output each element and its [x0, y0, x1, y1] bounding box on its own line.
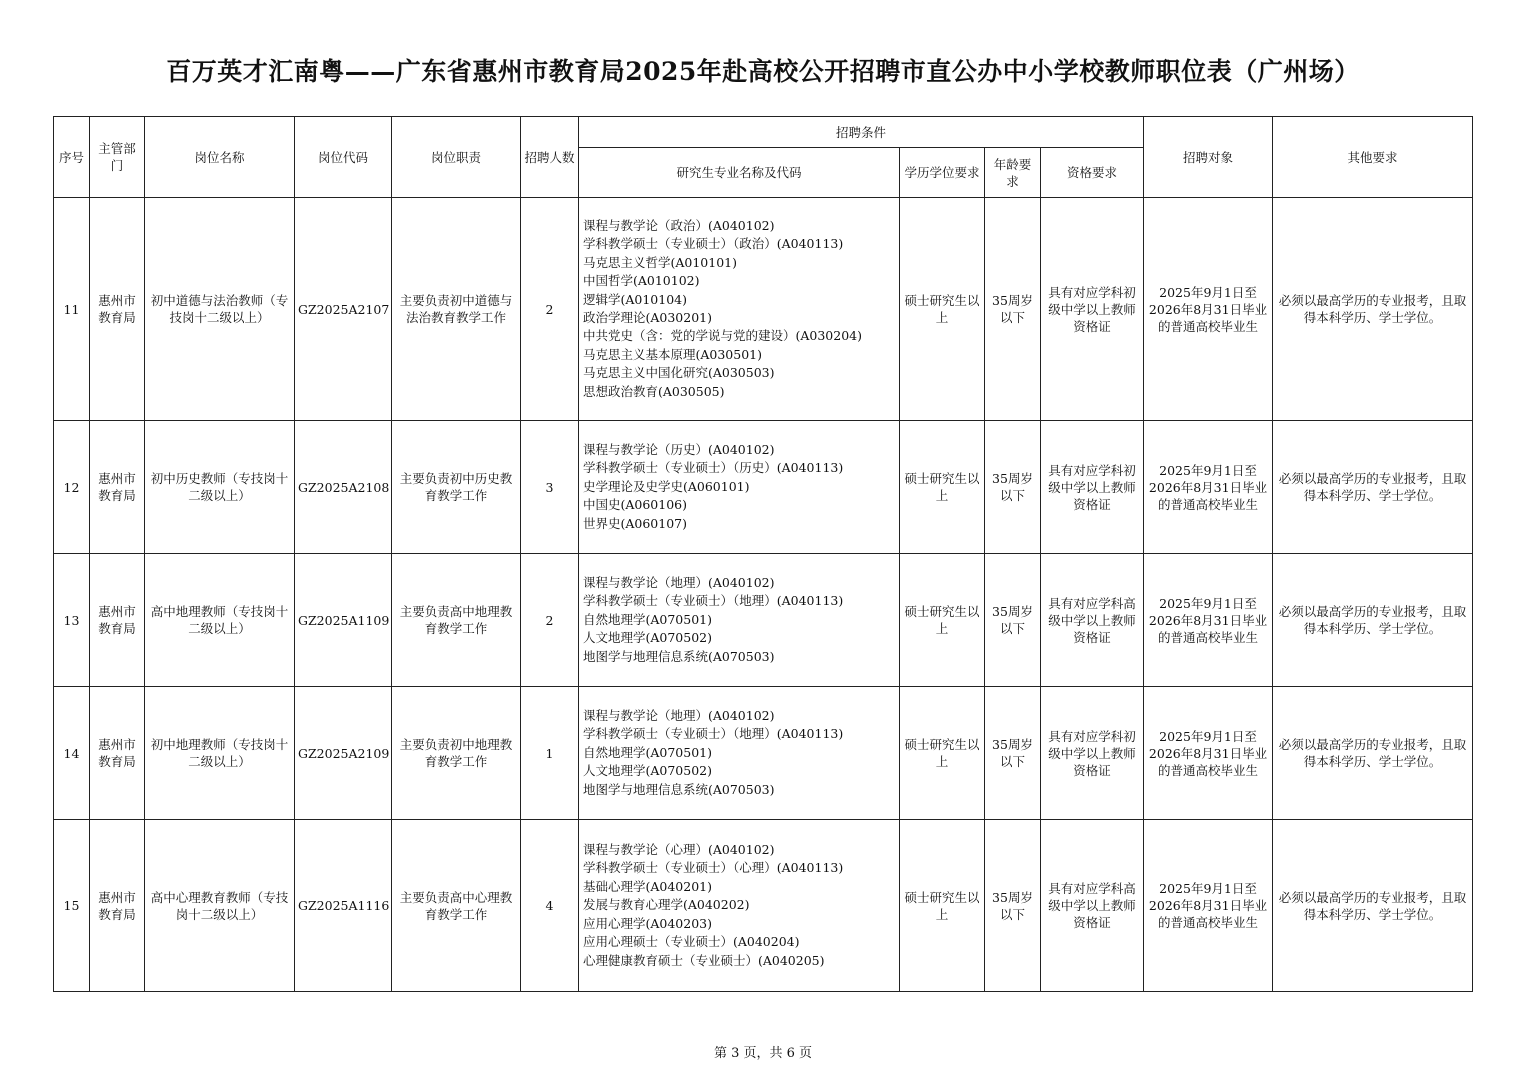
header-target: 招聘对象 [1144, 117, 1273, 198]
table-row [54, 820, 1473, 992]
cell-qualification: 具有对应学科初级中学以上教师资格证 [1041, 687, 1144, 820]
cell-qualification: 具有对应学科高级中学以上教师资格证 [1041, 820, 1144, 992]
major-item: 人文地理学(A070502) [583, 630, 712, 646]
cell-majors [579, 820, 900, 992]
cell-code: GZ2025A2107 [295, 198, 392, 421]
cell-majors [579, 554, 900, 687]
header-duty: 岗位职责 [392, 117, 521, 198]
cell-count: 1 [521, 687, 579, 820]
major-item: 课程与教学论（地理）(A040102) [583, 707, 775, 723]
cell-target: 2025年9月1日至2026年8月31日毕业的普通高校毕业生 [1144, 198, 1273, 421]
cell-age: 35周岁以下 [985, 198, 1041, 421]
cell-count: 2 [521, 198, 579, 421]
major-item: 学科教学硕士（专业硕士）（政治）(A040113) [583, 236, 844, 252]
major-item: 学科教学硕士（专业硕士）（地理）(A040113) [583, 726, 844, 742]
cell-age: 35周岁以下 [985, 554, 1041, 687]
major-item: 学科教学硕士（专业硕士）（地理）(A040113) [583, 593, 844, 609]
major-item: 基础心理学(A040201) [583, 878, 712, 894]
cell-code: GZ2025A1116 [295, 820, 392, 992]
major-item: 心理健康教育硕士（专业硕士）(A040205) [583, 952, 825, 968]
cell-majors [579, 421, 900, 554]
cell-qualification: 具有对应学科初级中学以上教师资格证 [1041, 198, 1144, 421]
major-item: 世界史(A060107) [583, 515, 687, 531]
major-item: 地图学与地理信息系统(A070503) [583, 781, 775, 797]
cell-count: 4 [521, 820, 579, 992]
table-row [54, 687, 1473, 820]
major-item: 自然地理学(A070501) [583, 611, 712, 627]
cell-degree: 硕士研究生以上 [900, 687, 985, 820]
positions-table [53, 116, 1473, 992]
cell-code: GZ2025A1109 [295, 554, 392, 687]
cell-majors [579, 198, 900, 421]
cell-seq: 13 [54, 554, 90, 687]
major-item: 马克思主义哲学(A010101) [583, 254, 737, 270]
major-item: 人文地理学(A070502) [583, 763, 712, 779]
major-item: 应用心理学(A040203) [583, 915, 712, 931]
major-item: 逻辑学(A010104) [583, 291, 687, 307]
cell-dept: 惠州市教育局 [90, 687, 145, 820]
major-item: 课程与教学论（心理）(A040102) [583, 842, 775, 858]
header-majors: 研究生专业名称及代码 [579, 148, 900, 198]
cell-position: 初中地理教师（专技岗十二级以上） [145, 687, 295, 820]
header-age: 年龄要求 [985, 148, 1041, 198]
header-conditions: 招聘条件 [579, 117, 1144, 148]
cell-degree: 硕士研究生以上 [900, 421, 985, 554]
cell-target: 2025年9月1日至2026年8月31日毕业的普通高校毕业生 [1144, 820, 1273, 992]
cell-seq: 11 [54, 198, 90, 421]
major-item: 自然地理学(A070501) [583, 744, 712, 760]
cell-count: 2 [521, 554, 579, 687]
major-item: 课程与教学论（政治）(A040102) [583, 217, 775, 233]
cell-other: 必须以最高学历的专业报考，且取得本科学历、学士学位。 [1273, 198, 1473, 421]
cell-position: 初中道德与法治教师（专技岗十二级以上） [145, 198, 295, 421]
cell-age: 35周岁以下 [985, 687, 1041, 820]
header-position: 岗位名称 [145, 117, 295, 198]
header-count: 招聘人数 [521, 117, 579, 198]
cell-duty: 主要负责初中道德与法治教育教学工作 [392, 198, 521, 421]
major-item: 学科教学硕士（专业硕士）（历史）(A040113) [583, 460, 844, 476]
major-item: 课程与教学论（地理）(A040102) [583, 574, 775, 590]
header-degree: 学历学位要求 [900, 148, 985, 198]
cell-other: 必须以最高学历的专业报考，且取得本科学历、学士学位。 [1273, 421, 1473, 554]
cell-target: 2025年9月1日至2026年8月31日毕业的普通高校毕业生 [1144, 687, 1273, 820]
cell-duty: 主要负责初中历史教育教学工作 [392, 421, 521, 554]
major-item: 史学理论及史学史(A060101) [583, 478, 750, 494]
cell-seq: 14 [54, 687, 90, 820]
table-row [54, 421, 1473, 554]
cell-dept: 惠州市教育局 [90, 421, 145, 554]
major-item: 学科教学硕士（专业硕士）（心理）(A040113) [583, 860, 844, 876]
cell-qualification: 具有对应学科高级中学以上教师资格证 [1041, 554, 1144, 687]
major-item: 马克思主义中国化研究(A030503) [583, 365, 775, 381]
major-item: 思想政治教育(A030505) [583, 383, 725, 399]
table-row [54, 554, 1473, 687]
cell-position: 高中心理教育教师（专技岗十二级以上） [145, 820, 295, 992]
cell-majors [579, 687, 900, 820]
cell-other: 必须以最高学历的专业报考，且取得本科学历、学士学位。 [1273, 820, 1473, 992]
cell-code: GZ2025A2109 [295, 687, 392, 820]
major-item: 马克思主义基本原理(A030501) [583, 346, 762, 362]
page-number: 第 3 页，共 6 页 [713, 1046, 813, 1061]
cell-other: 必须以最高学历的专业报考，且取得本科学历、学士学位。 [1273, 554, 1473, 687]
cell-duty: 主要负责初中地理教育教学工作 [392, 687, 521, 820]
major-item: 中共党史（含：党的学说与党的建设）(A030204) [583, 328, 862, 344]
major-item: 课程与教学论（历史）(A040102) [583, 441, 775, 457]
table-row [54, 198, 1473, 421]
cell-degree: 硕士研究生以上 [900, 554, 985, 687]
cell-qualification: 具有对应学科初级中学以上教师资格证 [1041, 421, 1144, 554]
page-title: 百万英才汇南粤——广东省惠州市教育局2025年赴高校公开招聘市直公办中小学校教师职位表（广州场） [166, 57, 1360, 86]
header-code: 岗位代码 [295, 117, 392, 198]
table-header [54, 117, 1473, 198]
cell-target: 2025年9月1日至2026年8月31日毕业的普通高校毕业生 [1144, 421, 1273, 554]
header-qualification: 资格要求 [1041, 148, 1144, 198]
cell-other: 必须以最高学历的专业报考，且取得本科学历、学士学位。 [1273, 687, 1473, 820]
cell-duty: 主要负责高中心理教育教学工作 [392, 820, 521, 992]
header-other: 其他要求 [1273, 117, 1473, 198]
cell-count: 3 [521, 421, 579, 554]
cell-position: 高中地理教师（专技岗十二级以上） [145, 554, 295, 687]
major-item: 应用心理硕士（专业硕士）(A040204) [583, 934, 800, 950]
cell-degree: 硕士研究生以上 [900, 820, 985, 992]
table-body [54, 198, 1473, 992]
header-dept: 主管部门 [90, 117, 145, 198]
cell-seq: 15 [54, 820, 90, 992]
cell-dept: 惠州市教育局 [90, 820, 145, 992]
cell-degree: 硕士研究生以上 [900, 198, 985, 421]
cell-duty: 主要负责高中地理教育教学工作 [392, 554, 521, 687]
major-item: 地图学与地理信息系统(A070503) [583, 648, 775, 664]
cell-code: GZ2025A2108 [295, 421, 392, 554]
cell-dept: 惠州市教育局 [90, 198, 145, 421]
major-item: 中国史(A060106) [583, 497, 687, 513]
major-item: 中国哲学(A010102) [583, 273, 700, 289]
major-item: 发展与教育心理学(A040202) [583, 897, 750, 913]
cell-target: 2025年9月1日至2026年8月31日毕业的普通高校毕业生 [1144, 554, 1273, 687]
cell-dept: 惠州市教育局 [90, 554, 145, 687]
cell-seq: 12 [54, 421, 90, 554]
cell-age: 35周岁以下 [985, 820, 1041, 992]
cell-position: 初中历史教师（专技岗十二级以上） [145, 421, 295, 554]
cell-age: 35周岁以下 [985, 421, 1041, 554]
header-seq: 序号 [54, 117, 90, 198]
major-item: 政治学理论(A030201) [583, 310, 712, 325]
